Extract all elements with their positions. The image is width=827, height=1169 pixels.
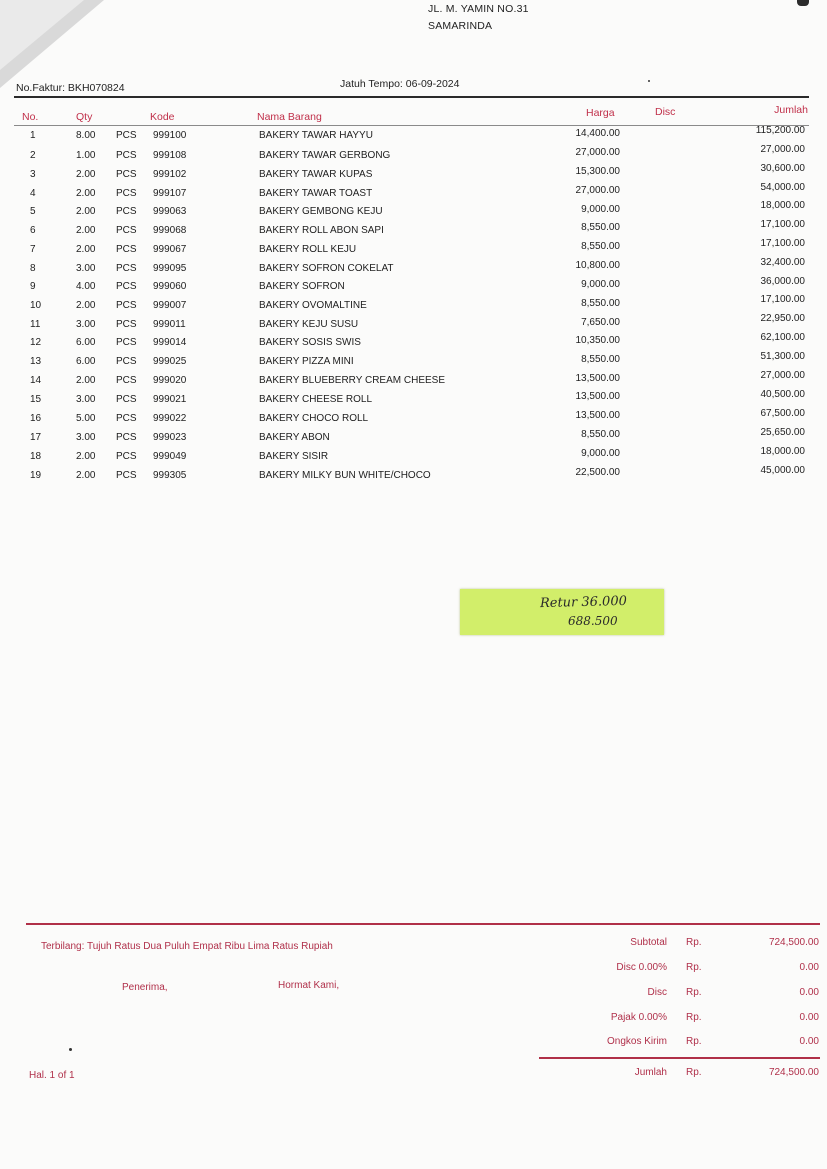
row-unit: PCS [116,150,137,161]
receiver-label: Penerima, [122,982,168,993]
row-code: 999067 [153,244,187,255]
col-header-no: No. [22,111,39,123]
row-unit: PCS [116,451,137,462]
total-value: 0.00 [799,962,819,973]
row-price: 7,650.00 [581,317,620,328]
row-code: 999025 [153,356,187,367]
table-row [0,276,827,297]
row-unit: PCS [116,375,137,386]
table-row [0,370,827,391]
scan-speck [69,1048,72,1051]
row-code: 999063 [153,206,187,217]
header-rule [14,96,809,98]
row-qty: 2.00 [76,300,96,311]
table-row [0,219,827,241]
row-amount: 17,100.00 [760,294,805,305]
row-amount: 17,100.00 [760,219,805,230]
row-unit: PCS [116,432,137,443]
row-price: 8,550.00 [581,429,620,440]
row-item-name: BAKERY OVOMALTINE [259,300,367,311]
row-amount: 27,000.00 [760,144,805,155]
total-label: Ongkos Kirim [606,1036,667,1047]
row-code: 999102 [153,169,187,180]
row-code: 999108 [153,150,187,161]
row-amount: 32,400.00 [760,257,805,268]
row-unit: PCS [116,413,137,424]
sticky-note [460,589,664,635]
row-item-name: BAKERY ROLL ABON SAPI [259,225,384,236]
total-label: Subtotal [630,937,667,948]
row-code: 999095 [153,263,187,274]
row-qty: 6.00 [76,337,96,348]
row-price: 27,000.00 [575,147,620,158]
total-currency: Rp. [686,1067,702,1078]
total-label: Disc 0.00% [616,962,667,973]
row-qty: 2.00 [76,188,96,199]
row-number: 8 [30,263,36,274]
row-number: 13 [30,356,42,367]
row-code: 999021 [153,394,187,405]
table-row [0,351,827,372]
row-item-name: BAKERY PIZZA MINI [259,356,354,367]
scan-speck [648,80,650,82]
row-qty: 2.00 [76,244,96,255]
row-item-name: BAKERY ABON [259,432,330,443]
address-line-2: SAMARINDA [428,20,493,32]
table-row [0,257,827,279]
row-qty: 3.00 [76,263,96,274]
sticky-note-line-2: 688.500 [568,614,618,628]
row-item-name: BAKERY TAWAR KUPAS [259,169,373,180]
row-item-name: BAKERY BLUEBERRY CREAM CHEESE [259,375,445,386]
row-code: 999100 [153,130,187,141]
row-number: 5 [30,206,36,217]
row-amount: 18,000.00 [760,200,805,211]
col-header-harga: Harga [586,107,615,119]
row-qty: 6.00 [76,356,96,367]
row-code: 999020 [153,375,187,386]
row-item-name: BAKERY SOFRON COKELAT [259,263,394,274]
row-amount: 115,200.00 [755,125,805,136]
due-date: Jatuh Tempo: 06-09-2024 [340,78,460,90]
row-item-name: BAKERY TAWAR TOAST [259,188,373,199]
row-unit: PCS [116,225,137,236]
total-rule [539,1057,820,1059]
column-header-rule [14,125,809,126]
row-number: 11 [30,319,41,330]
row-item-name: BAKERY SOSIS SWIS [259,337,361,348]
address-line-1: JL. M. YAMIN NO.31 [428,3,529,15]
row-unit: PCS [116,394,137,405]
row-amount: 30,600.00 [760,163,805,174]
col-header-kode: Kode [150,111,175,123]
row-unit: PCS [116,281,137,292]
amount-in-words: Terbilang: Tujuh Ratus Dua Puluh Empat Ribu Lima Ratus Rupiah [41,941,333,952]
row-amount: 25,650.00 [760,427,805,438]
row-code: 999305 [153,470,187,481]
row-number: 17 [30,432,42,443]
row-unit: PCS [116,300,137,311]
row-unit: PCS [116,244,137,255]
row-item-name: BAKERY KEJU SUSU [259,319,359,330]
table-row [0,294,827,316]
row-number: 12 [30,337,42,348]
row-number: 15 [30,394,42,405]
row-number: 18 [30,451,42,462]
col-header-jumlah: Jumlah [774,104,808,116]
row-code: 999011 [153,319,186,330]
row-qty: 1.00 [76,150,96,161]
col-header-nama: Nama Barang [257,111,322,123]
table-row [0,408,827,429]
row-price: 8,550.00 [581,222,620,233]
table-row [0,389,827,410]
row-amount: 17,100.00 [760,238,805,249]
table-row [0,200,827,222]
table-row [0,446,827,467]
total-label: Disc [647,987,667,998]
table-row [0,182,827,204]
row-unit: PCS [116,206,137,217]
col-header-qty: Qty [76,111,93,123]
row-number: 1 [30,130,36,141]
row-price: 15,300.00 [575,166,620,177]
total-currency: Rp. [686,962,702,973]
row-number: 10 [30,300,42,311]
table-row [0,163,827,185]
row-item-name: BAKERY TAWAR HAYYU [259,130,373,141]
row-amount: 36,000.00 [760,276,805,287]
total-value: 724,500.00 [768,937,819,948]
table-row [0,427,827,448]
row-number: 14 [30,375,42,386]
row-price: 13,500.00 [575,373,620,384]
row-code: 999022 [153,413,187,424]
sticky-note-line-1: Retur 36.000 [539,593,628,612]
row-price: 9,000.00 [581,448,620,459]
row-qty: 2.00 [76,375,96,386]
row-amount: 51,300.00 [760,351,805,362]
row-price: 22,500.00 [575,467,620,478]
row-item-name: BAKERY TAWAR GERBONG [259,150,391,161]
row-number: 9 [30,281,36,292]
row-item-name: BAKERY ROLL KEJU [259,244,357,255]
row-qty: 8.00 [76,130,96,141]
row-unit: PCS [116,337,137,348]
row-number: 19 [30,470,42,481]
row-number: 6 [30,225,36,236]
row-qty: 2.00 [76,225,96,236]
total-currency: Rp. [686,1012,702,1023]
row-qty: 2.00 [76,451,96,462]
invoice-number: No.Faktur: BKH070824 [16,82,125,94]
row-item-name: BAKERY CHOCO ROLL [259,413,369,424]
row-item-name: BAKERY CHEESE ROLL [259,394,373,405]
row-price: 8,550.00 [581,298,620,309]
row-qty: 2.00 [76,206,96,217]
table-row [0,465,827,486]
row-price: 27,000.00 [575,185,620,196]
table-row [0,125,827,146]
row-number: 7 [30,244,36,255]
row-price: 13,500.00 [575,391,620,402]
total-currency: Rp. [686,1036,702,1047]
col-header-disc: Disc [655,106,676,118]
total-value: 0.00 [799,1036,819,1047]
row-price: 8,550.00 [581,241,620,252]
row-qty: 5.00 [76,413,96,424]
row-amount: 54,000.00 [760,182,805,193]
table-row [0,332,827,353]
row-unit: PCS [116,130,137,141]
table-row [0,238,827,260]
footer-rule [26,923,820,925]
row-amount: 67,500.00 [760,408,805,419]
row-code: 999014 [153,337,187,348]
row-code: 999060 [153,281,187,292]
total-value: 0.00 [799,987,819,998]
page-number: Hal. 1 of 1 [29,1070,75,1081]
binder-clip-mark [797,0,809,6]
row-qty: 3.00 [76,319,96,330]
row-price: 10,800.00 [575,260,620,271]
total-value: 724,500.00 [768,1067,819,1078]
row-price: 10,350.00 [575,335,620,346]
row-amount: 62,100.00 [760,332,805,343]
row-qty: 3.00 [76,432,96,443]
row-number: 16 [30,413,42,424]
folded-corner [0,0,104,88]
total-currency: Rp. [686,937,702,948]
sender-label: Hormat Kami, [278,980,340,991]
row-code: 999107 [153,188,187,199]
row-unit: PCS [116,319,137,330]
row-price: 9,000.00 [581,204,620,215]
row-amount: 27,000.00 [760,370,805,381]
row-qty: 2.00 [76,169,96,180]
total-label: Pajak 0.00% [610,1012,667,1023]
row-item-name: BAKERY SISIR [259,451,329,462]
row-qty: 3.00 [76,394,96,405]
row-qty: 2.00 [76,470,96,481]
total-value: 0.00 [799,1012,819,1023]
row-unit: PCS [116,188,137,199]
total-currency: Rp. [686,987,702,998]
row-qty: 4.00 [76,281,96,292]
row-unit: PCS [116,169,137,180]
row-unit: PCS [116,263,137,274]
row-number: 4 [30,188,36,199]
row-amount: 45,000.00 [760,465,805,476]
row-amount: 22,950.00 [760,313,805,324]
row-price: 13,500.00 [575,410,620,421]
row-price: 8,550.00 [581,354,620,365]
row-price: 14,400.00 [575,128,620,139]
row-price: 9,000.00 [581,279,620,290]
row-code: 999049 [153,451,187,462]
row-number: 2 [30,150,36,161]
row-item-name: BAKERY SOFRON [259,281,345,292]
total-label: Jumlah [634,1067,667,1078]
row-code: 999007 [153,300,187,311]
row-number: 3 [30,169,36,180]
row-code: 999023 [153,432,187,443]
row-item-name: BAKERY GEMBONG KEJU [259,206,383,217]
row-code: 999068 [153,225,187,236]
table-row [0,144,827,166]
table-row [0,313,827,335]
row-amount: 18,000.00 [760,446,805,457]
row-item-name: BAKERY MILKY BUN WHITE/CHOCO [259,470,431,481]
row-unit: PCS [116,356,137,367]
row-amount: 40,500.00 [760,389,805,400]
row-unit: PCS [116,470,137,481]
